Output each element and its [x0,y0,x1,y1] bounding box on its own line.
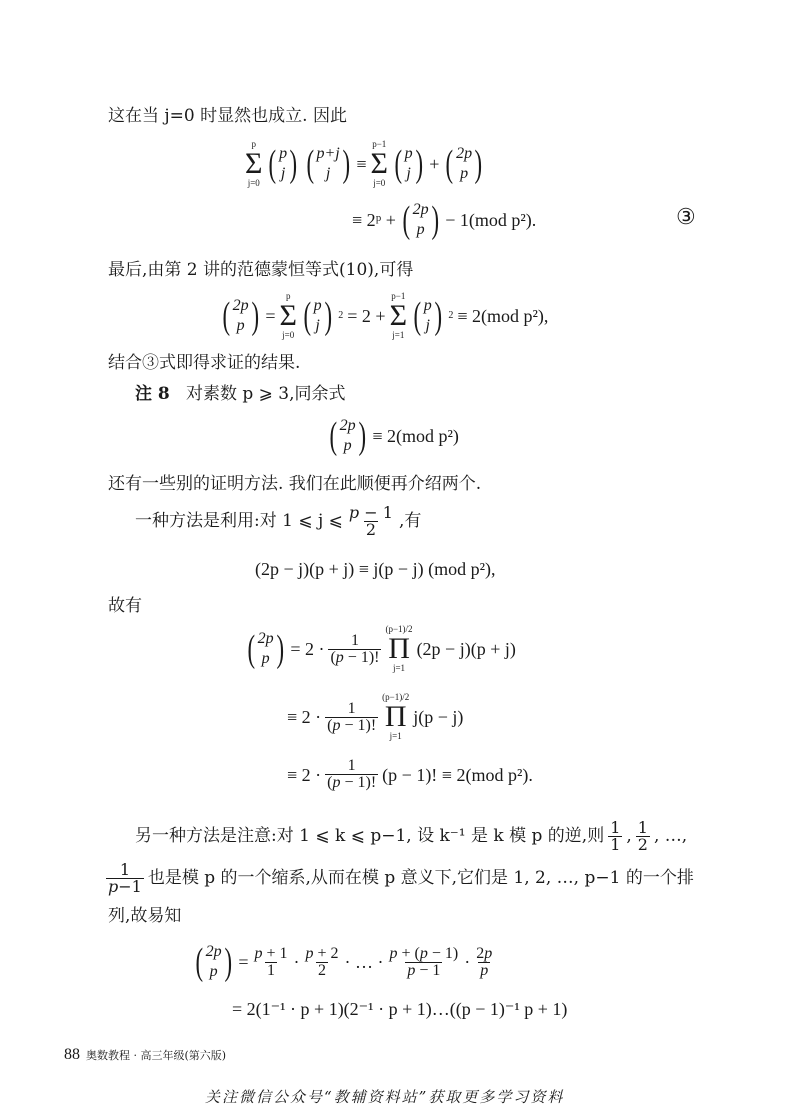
note-text: 对素数 p ⩾ 3,同余式 [185,384,346,404]
equation-product-congruence: (2p − j)(p + j) ≡ j(p − j) (mod p²), [255,559,496,579]
note-line [135,386,346,403]
equation-congruence: ( 2p p ) ≡ 2(mod p²) [329,415,459,457]
text-line: 还有一些别的证明方法. 我们在此顺便再介绍两个. [108,474,482,494]
equation-tag: ③ [676,205,696,230]
equation-product-c: ≡ 2 · $\frac{1}{(p - 1)!}$ (p − 1)! ≡ 2(mod p²). [287,757,533,791]
equation-final-a: ( 2p p ) = $\frac{p + 1}{1}$ · $\frac{p + 2}{2}$ · … · $\frac{p + (p - 1)}{p - 1}$ · $\frac{2p}{p}$ [195,941,493,983]
book-title: 奥数教程 · 高三年级(第六版) [86,1049,227,1062]
text-line: 故有 [108,596,142,616]
page-footer [64,1047,226,1063]
equation-sum-identity: p Σ j=0 ( p j ) ( p+j j ) ≡ p−1 Σ j=0 ( p j ) + ( 2p p ) [245,139,483,188]
text-line: 最后,由第 2 讲的范德蒙恒等式(10),可得 [108,260,414,280]
text-line: 结合③式即得求证的结果. [108,353,301,373]
equation-final-b: = 2(1⁻¹ · p + 1)(2⁻¹ · p + 1)…((p − 1)⁻¹ p + 1) [232,999,568,1019]
text-line: 一种方法是利用:对 1 ⩽ j ⩽ $\frac{p - 1}{2}$ ,有 [135,503,422,539]
equation-product-a: ( 2p p ) = 2 · $\frac{1}{(p - 1)!}$ (p−1)/2 Π j=1 (2p − j)(p + j) [247,624,516,673]
text-line: 另一种方法是注意:对 1 ⩽ k ⩽ p−1, 设 k⁻¹ 是 k 模 p 的逆,则 $\frac{1}{1}$ , $\frac{1}{2}$ , …, [135,818,688,854]
equation-product-b: ≡ 2 · $\frac{1}{(p - 1)!}$ (p−1)/2 Π j=1 j(p − j) [287,692,464,741]
text-line: 列,故易知 [108,906,182,926]
promo-banner: 关注微信公众号“教辅资料站”获取更多学习资料 [205,1088,565,1106]
equation-sum-identity-cont: ≡ 2ᵖ + ( 2p p ) − 1(mod p²). [352,199,537,241]
text-line: $\frac{1}{p-1}$ 也是模 p 的一个缩系,从而在模 p 意义下,它们是 1, 2, …, p−1 的一个排 [108,860,694,896]
note-label: 注 8 [135,384,170,404]
equation-vandermonde: ( 2p p ) = p Σ j=0 ( p j ) 2 = 2 + p−1 Σ j=1 ( p j ) 2 ≡ 2(mod p²), [222,291,549,340]
text-line: 这在当 j=0 时显然也成立. 因此 [108,106,347,126]
page-number: 88 [64,1046,80,1063]
